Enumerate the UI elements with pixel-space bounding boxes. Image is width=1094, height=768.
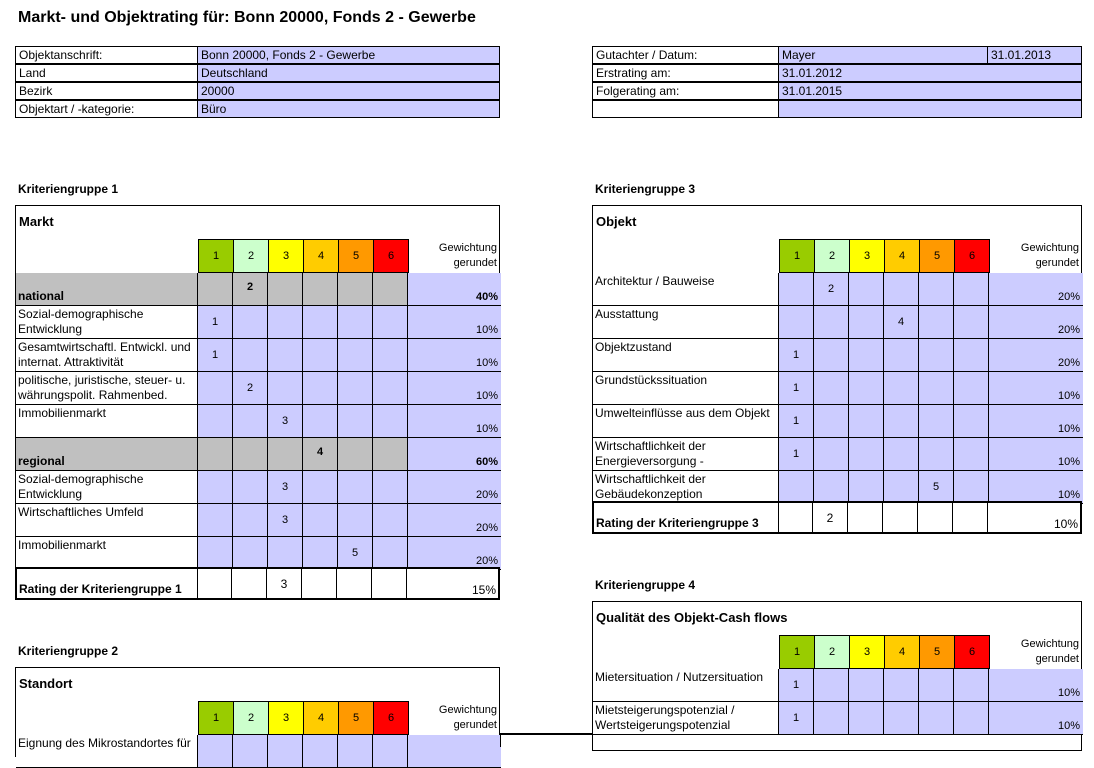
rating-row [592, 501, 1082, 534]
score-cell[interactable] [303, 504, 338, 537]
scale-level-3: 3 [268, 239, 304, 273]
scale-level-4: 4 [884, 239, 920, 273]
weight-value: 40% [475, 291, 498, 303]
score-cell[interactable] [198, 339, 233, 372]
rating-weight: 10% [1053, 517, 1078, 531]
rating-score-cell[interactable] [372, 569, 407, 598]
score-value: 1 [792, 349, 800, 361]
rating-score-cell[interactable] [953, 503, 988, 532]
weight-header [439, 703, 497, 733]
score-cell[interactable] [303, 339, 338, 372]
score-cell[interactable] [814, 405, 849, 438]
score-cell[interactable] [814, 471, 849, 504]
score-cell[interactable] [233, 537, 268, 570]
score-cell[interactable] [884, 405, 919, 438]
section-title: Kriteriengruppe 4 [595, 578, 696, 592]
info-value[interactable]: 20000 [197, 82, 500, 100]
score-cell[interactable] [233, 306, 268, 339]
score-cell[interactable] [233, 471, 268, 504]
criteria-panel [15, 667, 500, 757]
scale-level-6: 6 [954, 239, 990, 273]
score-value: 5 [932, 481, 940, 493]
weight-cell[interactable] [408, 339, 501, 372]
weight-header [439, 241, 497, 271]
rating-score-cell[interactable] [883, 503, 918, 532]
weight-cell[interactable] [989, 273, 1083, 306]
section-title: Kriteriengruppe 3 [595, 182, 696, 196]
score-cell[interactable] [268, 471, 303, 504]
score-cell[interactable] [849, 405, 884, 438]
criterion-label: Architektur / Bauweise [593, 273, 779, 306]
score-cell[interactable] [919, 702, 954, 735]
scale-level-4: 4 [303, 239, 339, 273]
score-cell[interactable] [779, 471, 814, 504]
weight-header-line2: gerundet [1035, 653, 1079, 665]
weight-value: 20% [475, 489, 498, 501]
score-cell[interactable] [954, 339, 989, 372]
info-label: Objektanschrift: [15, 46, 198, 64]
score-cell[interactable] [198, 273, 233, 306]
score-cell[interactable] [814, 372, 849, 405]
criterion-label: Sozial-demographische Entwicklung [16, 306, 198, 339]
weight-cell[interactable] [989, 669, 1083, 702]
score-cell[interactable] [373, 339, 408, 372]
score-cell[interactable] [233, 372, 268, 405]
weight-cell[interactable] [989, 339, 1083, 372]
info-label: Gutachter / Datum: [592, 46, 779, 64]
info-value[interactable] [778, 100, 1082, 118]
criteria-panel [592, 601, 1082, 751]
score-cell[interactable] [338, 735, 373, 768]
score-cell[interactable] [779, 372, 814, 405]
score-cell[interactable] [849, 471, 884, 504]
score-cell[interactable] [373, 372, 408, 405]
panel-header: Markt [19, 214, 54, 229]
scale-level-1: 1 [779, 635, 815, 669]
rating-row [15, 567, 500, 600]
score-cell[interactable] [884, 306, 919, 339]
score-cell[interactable] [884, 372, 919, 405]
score-cell[interactable] [338, 273, 373, 306]
score-cell[interactable] [198, 735, 233, 768]
score-value: 1 [211, 316, 219, 328]
info-label [592, 100, 779, 118]
scale-level-3: 3 [268, 701, 304, 735]
weight-header-line1: Gewichtung [1020, 638, 1079, 650]
score-cell[interactable] [884, 669, 919, 702]
score-value: 1 [792, 382, 800, 394]
score-cell[interactable] [268, 273, 303, 306]
score-cell[interactable] [779, 405, 814, 438]
weight-header [1021, 241, 1079, 271]
score-cell[interactable] [303, 273, 338, 306]
score-cell[interactable] [919, 273, 954, 306]
score-value: 1 [792, 679, 800, 691]
score-cell[interactable] [954, 273, 989, 306]
criterion-label: Objektzustand [593, 339, 779, 372]
score-cell[interactable] [954, 669, 989, 702]
score-cell[interactable] [919, 438, 954, 471]
score-cell[interactable] [919, 471, 954, 504]
weight-cell[interactable] [408, 438, 501, 471]
info-label: Objektart / -kategorie: [15, 100, 198, 118]
weight-header-line2: gerundet [1035, 257, 1079, 269]
weight-value: 10% [475, 324, 498, 336]
criterion-label: Mietsteigerungspotenzial / Wertsteigerungspotenzial [593, 702, 779, 735]
weight-value: 20% [475, 522, 498, 534]
score-cell[interactable] [268, 735, 303, 768]
weight-value: 60% [475, 456, 498, 468]
score-cell[interactable] [303, 372, 338, 405]
rating-score-cell[interactable] [918, 503, 953, 532]
score-value: 2 [827, 283, 835, 295]
scale-level-2: 2 [814, 239, 850, 273]
score-cell[interactable] [198, 537, 233, 570]
weight-cell[interactable] [989, 306, 1083, 339]
weight-value: 20% [1057, 357, 1080, 369]
score-cell[interactable] [303, 405, 338, 438]
score-cell[interactable] [849, 702, 884, 735]
rating-label: Rating der Kriteriengruppe 3 [596, 516, 759, 530]
score-cell[interactable] [233, 405, 268, 438]
info-label: Bezirk [15, 82, 198, 100]
score-cell[interactable] [779, 339, 814, 372]
scale-level-3: 3 [849, 239, 885, 273]
weight-cell[interactable] [989, 702, 1083, 735]
criterion-label: Wirtschaftlichkeit der Gebäudekonzeption [593, 471, 779, 504]
weight-cell[interactable] [408, 471, 501, 504]
score-cell[interactable] [198, 438, 233, 471]
subgroup-label: national [16, 273, 198, 306]
info-value[interactable]: Büro [197, 100, 500, 118]
criterion-label: Immobilienmarkt [16, 537, 198, 570]
score-cell[interactable] [268, 306, 303, 339]
rating-score-cell[interactable] [302, 569, 337, 598]
weight-cell[interactable] [989, 405, 1083, 438]
score-cell[interactable] [884, 273, 919, 306]
score-value: 3 [281, 514, 289, 526]
panel-header: Objekt [596, 214, 637, 229]
score-cell[interactable] [919, 405, 954, 438]
rating-weight: 15% [471, 583, 496, 597]
score-cell[interactable] [373, 438, 408, 471]
weight-cell[interactable] [408, 735, 501, 768]
criterion-label: Ausstattung [593, 306, 779, 339]
score-cell[interactable] [338, 372, 373, 405]
criterion-label: Sozial-demographische Entwicklung [16, 471, 198, 504]
score-cell[interactable] [268, 372, 303, 405]
score-cell[interactable] [919, 339, 954, 372]
score-value: 1 [211, 349, 219, 361]
score-cell[interactable] [954, 702, 989, 735]
weight-value: 10% [1057, 456, 1080, 468]
weight-cell[interactable] [989, 372, 1083, 405]
weight-header-line2: gerundet [453, 719, 497, 731]
criterion-label: Wirtschaftlichkeit der Energieversorgung - [593, 438, 779, 471]
score-cell[interactable] [338, 405, 373, 438]
score-cell[interactable] [814, 669, 849, 702]
scale-level-5: 5 [919, 239, 955, 273]
weight-cell[interactable] [408, 504, 501, 537]
rating-score-cell[interactable] [813, 503, 848, 532]
score-value: 1 [792, 712, 800, 724]
score-cell[interactable] [268, 405, 303, 438]
weight-header-line1: Gewichtung [438, 704, 497, 716]
info-label: Land [15, 64, 198, 82]
score-cell[interactable] [198, 372, 233, 405]
weight-value: 20% [475, 555, 498, 567]
weight-value: 10% [475, 357, 498, 369]
score-cell[interactable] [373, 471, 408, 504]
weight-cell[interactable] [989, 471, 1083, 504]
score-cell[interactable] [884, 702, 919, 735]
score-cell[interactable] [338, 339, 373, 372]
score-cell[interactable] [233, 438, 268, 471]
info-label: Folgerating am: [592, 82, 779, 100]
score-cell[interactable] [268, 504, 303, 537]
score-cell[interactable] [849, 669, 884, 702]
scale-level-1: 1 [779, 239, 815, 273]
separator-box [500, 733, 592, 747]
info-value[interactable]: 31.01.2012 [778, 64, 1082, 82]
criterion-label: Eignung des Mikrostandortes für [16, 735, 198, 768]
score-value: 1 [792, 415, 800, 427]
weight-value: 10% [1057, 423, 1080, 435]
scale-level-6: 6 [954, 635, 990, 669]
criterion-label: Immobilienmarkt [16, 405, 198, 438]
score-cell[interactable] [919, 306, 954, 339]
rating-score: 2 [826, 510, 834, 525]
rating-score-cell[interactable] [197, 569, 232, 598]
score-cell[interactable] [919, 372, 954, 405]
rating-score-cell[interactable] [778, 503, 813, 532]
score-cell[interactable] [233, 735, 268, 768]
score-cell[interactable] [303, 306, 338, 339]
weight-header [1021, 637, 1079, 667]
section-title: Kriteriengruppe 2 [18, 644, 119, 658]
score-value: 3 [281, 415, 289, 427]
score-cell[interactable] [779, 273, 814, 306]
weight-value: 10% [1057, 489, 1080, 501]
score-cell[interactable] [954, 306, 989, 339]
score-cell[interactable] [303, 471, 338, 504]
rating-score-cell[interactable] [232, 569, 267, 598]
score-value: 4 [897, 316, 905, 328]
scale-level-1: 1 [198, 701, 234, 735]
score-cell[interactable] [338, 306, 373, 339]
score-cell[interactable] [814, 306, 849, 339]
score-value: 2 [246, 382, 254, 394]
score-cell[interactable] [779, 306, 814, 339]
score-cell[interactable] [373, 735, 408, 768]
score-cell[interactable] [849, 438, 884, 471]
criterion-label: Gesamtwirtschaftl. Entwickl. und internat. Attraktivität [16, 339, 198, 372]
weight-header-line1: Gewichtung [438, 242, 497, 254]
weight-cell[interactable] [408, 306, 501, 339]
weight-value: 10% [1057, 390, 1080, 402]
score-cell[interactable] [814, 702, 849, 735]
score-cell[interactable] [884, 339, 919, 372]
weight-cell[interactable] [408, 372, 501, 405]
score-cell[interactable] [954, 405, 989, 438]
weight-header-line2: gerundet [453, 257, 497, 269]
info-value[interactable]: Mayer [778, 46, 988, 64]
criterion-label: Wirtschaftliches Umfeld [16, 504, 198, 537]
scale-level-6: 6 [373, 239, 409, 273]
score-cell[interactable] [919, 669, 954, 702]
scale-level-4: 4 [303, 701, 339, 735]
criterion-label: Mietersituation / Nutzersituation [593, 669, 779, 702]
score-cell[interactable] [338, 471, 373, 504]
info-value[interactable]: 31.01.2015 [778, 82, 1082, 100]
page-title: Markt- und Objektrating für: Bonn 20000, Fonds 2 - Gewerbe [18, 9, 476, 26]
score-cell[interactable] [268, 339, 303, 372]
scale-level-3: 3 [849, 635, 885, 669]
info-value[interactable]: Bonn 20000, Fonds 2 - Gewerbe [197, 46, 500, 64]
weight-value: 10% [1057, 687, 1080, 699]
criterion-label: Umwelteinflüsse aus dem Objekt [593, 405, 779, 438]
weight-header-line1: Gewichtung [1020, 242, 1079, 254]
rating-score-cell[interactable] [848, 503, 883, 532]
section-title: Kriteriengruppe 1 [18, 182, 119, 196]
score-cell[interactable] [884, 471, 919, 504]
score-cell[interactable] [198, 405, 233, 438]
scale-level-2: 2 [233, 701, 269, 735]
rating-score-cell[interactable] [267, 569, 302, 598]
score-cell[interactable] [849, 339, 884, 372]
score-cell[interactable] [849, 372, 884, 405]
info-date[interactable]: 31.01.2013 [987, 46, 1082, 64]
scale-level-2: 2 [233, 239, 269, 273]
score-cell[interactable] [268, 438, 303, 471]
score-cell[interactable] [954, 438, 989, 471]
score-cell[interactable] [373, 537, 408, 570]
weight-cell[interactable] [408, 405, 501, 438]
panel-header: Qualität des Objekt-Cash flows [596, 610, 788, 625]
score-cell[interactable] [954, 372, 989, 405]
info-label: Erstrating am: [592, 64, 779, 82]
criteria-panel [592, 205, 1082, 505]
weight-value: 10% [475, 390, 498, 402]
score-cell[interactable] [233, 273, 268, 306]
rating-label: Rating der Kriteriengruppe 1 [19, 582, 182, 596]
score-cell[interactable] [884, 438, 919, 471]
info-value[interactable]: Deutschland [197, 64, 500, 82]
scale-level-2: 2 [814, 635, 850, 669]
rating-score: 3 [280, 576, 288, 591]
score-cell[interactable] [373, 306, 408, 339]
weight-cell[interactable] [408, 273, 501, 306]
score-cell[interactable] [779, 438, 814, 471]
score-cell[interactable] [303, 735, 338, 768]
scale-level-1: 1 [198, 239, 234, 273]
weight-cell[interactable] [989, 438, 1083, 471]
score-cell[interactable] [303, 537, 338, 570]
score-cell[interactable] [373, 273, 408, 306]
score-cell[interactable] [198, 471, 233, 504]
score-cell[interactable] [338, 537, 373, 570]
weight-value: 20% [1057, 324, 1080, 336]
score-cell[interactable] [779, 702, 814, 735]
score-cell[interactable] [338, 504, 373, 537]
score-cell[interactable] [373, 504, 408, 537]
score-cell[interactable] [268, 537, 303, 570]
score-cell[interactable] [779, 669, 814, 702]
score-cell[interactable] [198, 306, 233, 339]
score-cell[interactable] [849, 273, 884, 306]
panel-header: Standort [19, 676, 73, 691]
weight-value: 10% [1057, 720, 1080, 732]
score-cell[interactable] [233, 504, 268, 537]
scale-level-5: 5 [338, 239, 374, 273]
score-cell[interactable] [814, 273, 849, 306]
criterion-label: politische, juristische, steuer- u. währungspolit. Rahmenbed. [16, 372, 198, 405]
scale-level-4: 4 [884, 635, 920, 669]
score-cell[interactable] [814, 339, 849, 372]
score-cell[interactable] [814, 438, 849, 471]
score-cell[interactable] [849, 306, 884, 339]
scale-level-5: 5 [338, 701, 374, 735]
rating-score-cell[interactable] [337, 569, 372, 598]
score-value: 5 [351, 547, 359, 559]
weight-cell[interactable] [408, 537, 501, 570]
criterion-label: Grundstückssituation [593, 372, 779, 405]
score-cell[interactable] [233, 339, 268, 372]
score-value: 4 [316, 446, 324, 458]
scale-level-5: 5 [919, 635, 955, 669]
score-value: 3 [281, 481, 289, 493]
score-cell[interactable] [954, 471, 989, 504]
scale-level-6: 6 [373, 701, 409, 735]
weight-value: 10% [475, 423, 498, 435]
score-cell[interactable] [373, 405, 408, 438]
score-value: 2 [246, 281, 254, 293]
score-value: 1 [792, 448, 800, 460]
score-cell[interactable] [303, 438, 338, 471]
criteria-panel [15, 205, 500, 571]
subgroup-label: regional [16, 438, 198, 471]
weight-value: 20% [1057, 291, 1080, 303]
score-cell[interactable] [338, 438, 373, 471]
score-cell[interactable] [198, 504, 233, 537]
